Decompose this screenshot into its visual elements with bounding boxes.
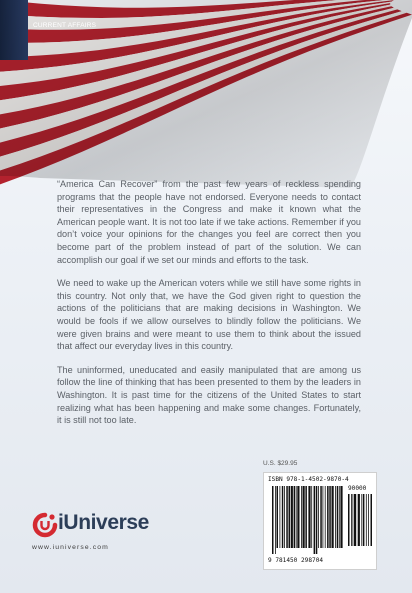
price-label: U.S. $29.95	[263, 460, 298, 467]
paragraph-3: The uninformed, uneducated and easily manipulated that are among us follow the line of thinking that has been presented to them by the leaders in Washington. It is past time for the citizens of the United States to start realizing what has been happening and make some changes. Fortunately, it is still not too late.	[57, 364, 361, 426]
barcode-bar	[305, 486, 307, 548]
barcode-bar	[366, 494, 367, 546]
barcode-bar	[340, 486, 342, 548]
barcode-panel	[263, 472, 377, 570]
back-cover-text	[57, 178, 361, 438]
barcode-bar	[353, 494, 354, 546]
barcode-bar	[291, 486, 293, 548]
barcode-addon-digits: 90000	[348, 485, 367, 492]
publisher-logo	[32, 510, 172, 560]
barcode-bar	[284, 486, 285, 548]
barcode-bar	[323, 486, 324, 548]
iuniverse-logo-mark	[32, 512, 58, 538]
barcode-bar	[286, 486, 288, 548]
barcode-bar	[327, 486, 329, 548]
barcode-bar	[316, 486, 318, 554]
barcode-bar	[371, 494, 373, 546]
barcode-bar	[339, 486, 340, 548]
publisher-url: www.iuniverse.com	[32, 544, 109, 551]
paragraph-2: We need to wake up the American voters while we still have some rights in this country. Not only that, we have the God given right to question the actions of the politicians that are making decisions in Washington. We would be fools if we allow ourselves to blindly follow the politicians. We were given brains and were meant to use them to think about the issued that affect our everyday lives in this country.	[57, 278, 361, 352]
barcode-bar	[329, 486, 331, 548]
barcode-bar	[335, 486, 336, 548]
barcode-bar	[363, 494, 365, 546]
barcode-bar	[272, 486, 274, 554]
isbn-label: ISBN 978-1-4502-9870-4	[268, 476, 349, 483]
barcode-bar	[361, 494, 362, 546]
barcode-bar	[294, 486, 296, 548]
barcode-bar	[354, 494, 356, 546]
barcode-bar	[358, 494, 360, 546]
barcode-bar	[296, 486, 297, 548]
barcode-bar	[318, 486, 319, 548]
barcode-bar	[325, 486, 326, 548]
barcode-bar	[275, 486, 276, 554]
barcode-bar	[308, 486, 310, 548]
barcode-bar	[348, 494, 350, 546]
category-label: CURRENT AFFAIRS	[33, 22, 97, 29]
publisher-name: iUniverse	[58, 511, 149, 534]
barcode-addon	[348, 494, 372, 552]
barcode-bar	[332, 486, 334, 548]
barcode-bar	[282, 486, 284, 548]
barcode-bar	[311, 486, 312, 548]
paragraph-1: “America Can Recover” from the past few years of reckless spending programs that the people have not endorsed. Everyone needs to contact their representatives in the Congress and make it known what the American people want. It is not too late if we take actions. Remember if you don’t voice your opinions for the changes you feel are correct then you become part of the problem instead of part of the solution. We can accomplish our goal if we set our minds and efforts to the task.	[57, 179, 361, 265]
barcode-bar	[297, 486, 299, 548]
barcode-bar	[277, 486, 279, 548]
barcode-bar	[289, 486, 291, 548]
barcode-bar	[368, 494, 369, 546]
barcode-bar	[314, 486, 316, 554]
barcode-digits: 9 781450 298704	[268, 557, 324, 564]
barcode-bar	[320, 486, 322, 548]
barcode-bar	[303, 486, 305, 548]
barcode-bar	[337, 486, 339, 548]
barcode-bar	[280, 486, 281, 548]
barcode-bar	[301, 486, 302, 548]
barcode-main	[272, 486, 344, 554]
barcode-bar	[351, 494, 352, 546]
